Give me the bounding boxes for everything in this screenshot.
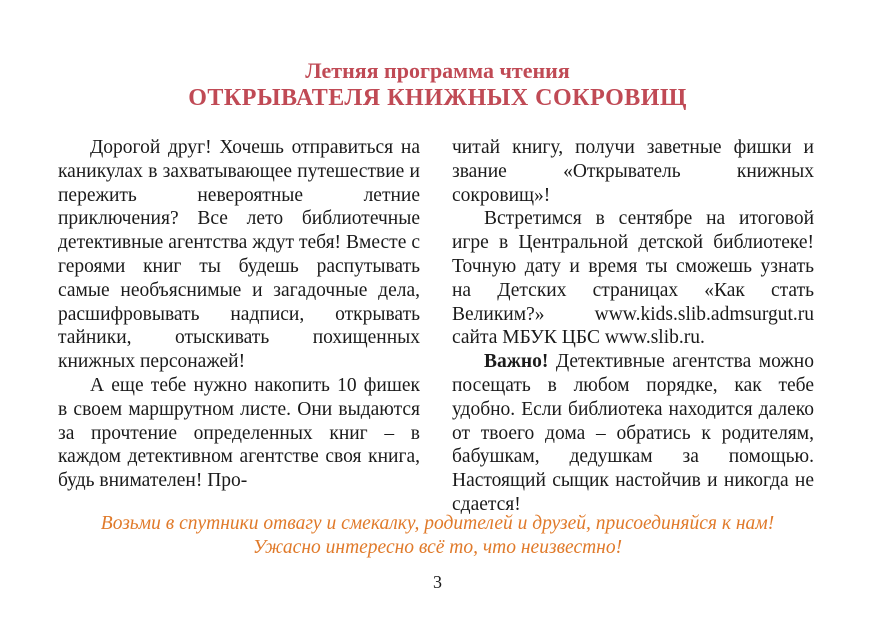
tagline bbox=[0, 512, 875, 560]
tokens-paragraph: А еще тебе нужно накопить 10 фишек в своем маршрутном листе. Они выдаются за прочтение определенных книг – в каждом детективном агентстве своя книга, будь внимателен! Про- bbox=[58, 374, 420, 492]
left-column bbox=[58, 136, 420, 493]
important-label: Важно! bbox=[484, 351, 549, 373]
tagline-line-2: Ужасно интересно всё то, что неизвестно! bbox=[252, 537, 623, 558]
final-game-paragraph: Встретимся в сентябре на итоговой игре в Центральной детской библиотеке! Точную дату и время ты сможешь узнать на Детских страницах «Как стать Великим?» www.kids.slib.admsurgut.ru сайта МБУК ЦБС www.slib.ru. bbox=[452, 208, 814, 349]
intro-paragraph: Дорогой друг! Хочешь отправиться на каникулах в захватывающее путешествие и пережить невероятные летние приключения? Все лето библиотечные детективные агентства ждут тебя! Вместе с героями книг ты будешь распутывать самые необъяснимые и загадочные дела, расшифровывать надписи, открывать тайники, отыскивать похищенных книжных персонажей! bbox=[58, 137, 420, 373]
page-number: 3 bbox=[433, 572, 442, 592]
program-title: ОТКРЫВАТЕЛЯ КНИЖНЫХ СОКРОВИЩ bbox=[188, 85, 687, 111]
program-subtitle: Летняя программа чтения bbox=[305, 58, 570, 83]
important-paragraph bbox=[452, 350, 814, 517]
right-column bbox=[452, 136, 814, 517]
continuation-paragraph: читай книгу, получи заветные фишки и звание «Открыватель книжных сокровищ»! bbox=[452, 137, 814, 206]
important-text: Детективные агентства можно посещать в любом порядке, как тебе удобно. Если библиотека находится далеко от твоего дома – обратись к родителям, бабушкам, дедушкам за помощью. Настоящий сыщик настойчив и никогда не сдается! bbox=[452, 351, 814, 515]
tagline-line-1: Возьми в спутники отвагу и смекалку, родителей и друзей, присоединяйся к нам! bbox=[100, 513, 775, 534]
header bbox=[0, 58, 875, 112]
